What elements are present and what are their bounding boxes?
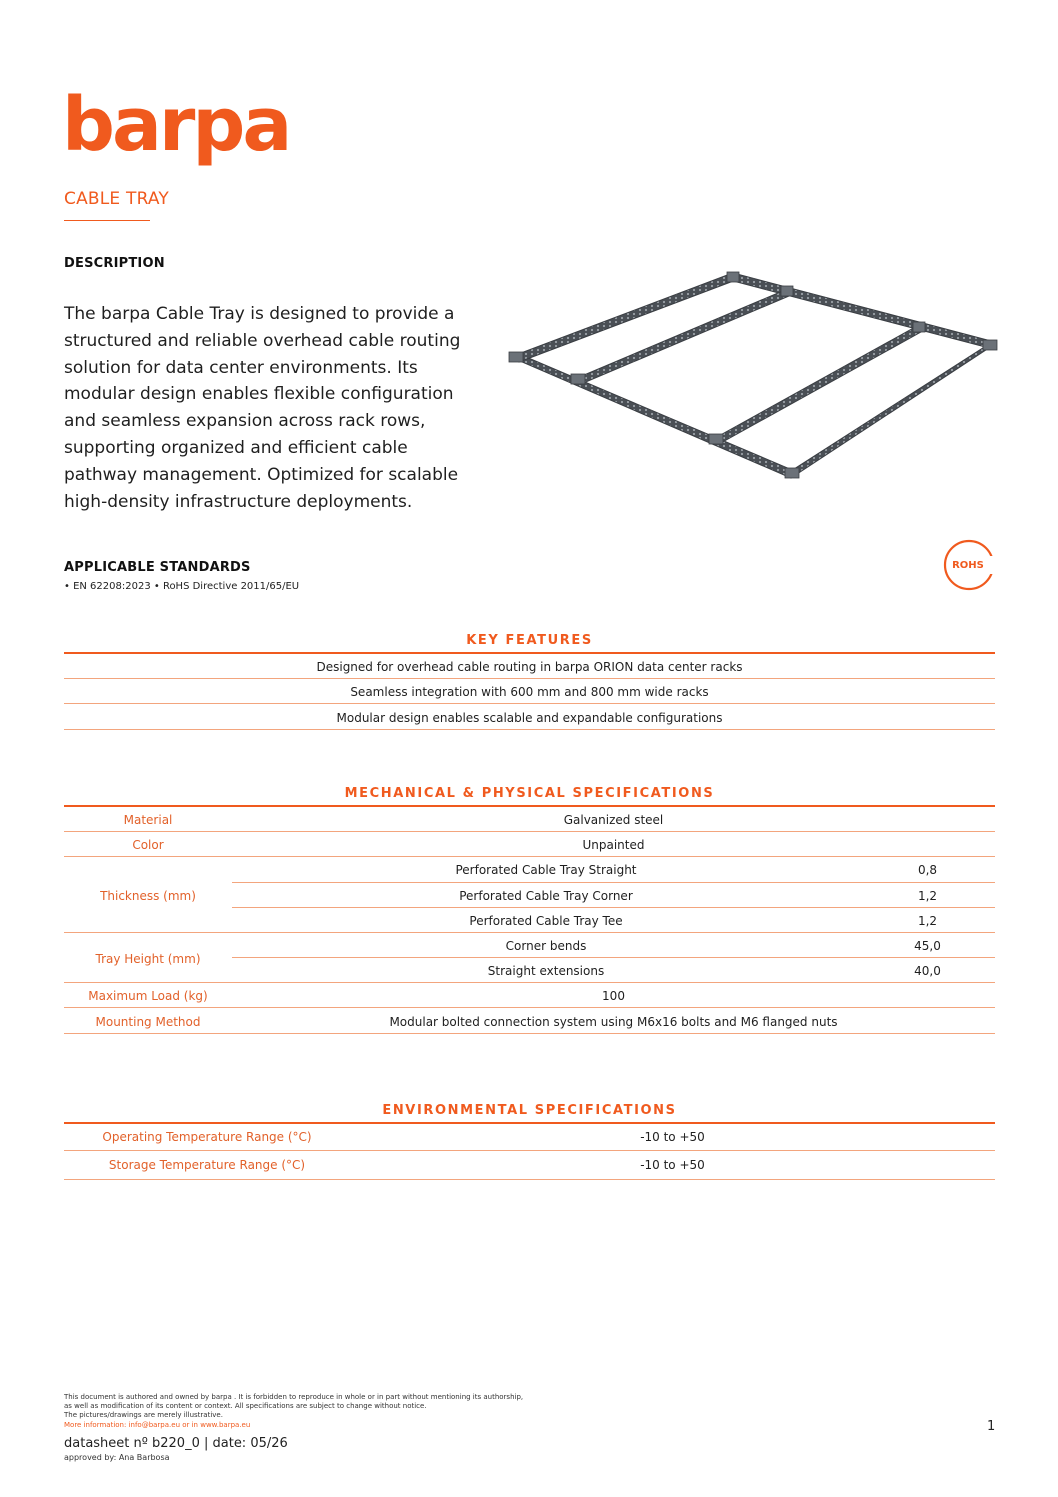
mounting-value: Modular bolted connection system using M6x16 bolts and M6 flanged nuts [389,1015,838,1029]
environmental-specs-title: ENVIRONMENTAL SPECIFICATIONS [382,1103,677,1118]
key-features-title: KEY FEATURES [466,633,593,648]
tray-height-label: Tray Height (mm) [95,952,201,966]
document-title: CABLE TRAY [64,189,169,209]
thickness-label: Thickness (mm) [100,889,196,903]
row-divider [64,932,995,933]
color-value: Unpainted [582,838,645,852]
row-divider [232,907,995,908]
feature-item: Seamless integration with 600 mm and 800 mm wide racks [350,685,709,699]
row-divider [232,882,995,883]
mechanical-specs-title: MECHANICAL & PHYSICAL SPECIFICATIONS [344,786,715,801]
row-divider [64,678,995,679]
tray-height-item-name: Corner bends [505,939,587,953]
tray-height-item-value: 45,0 [914,939,941,953]
thickness-item-value: 1,2 [917,889,938,903]
material-label: Material [123,813,173,827]
approved-by: approved by: Ana Barbosa [64,1453,170,1462]
storage-temp-value: -10 to +50 [640,1158,705,1172]
tray-height-item-value: 40,0 [914,964,941,978]
footer-legal-notice [64,1393,523,1430]
feature-item: Modular design enables scalable and expandable configurations [336,711,723,725]
material-value: Galvanized steel [563,813,664,827]
rohs-badge-icon [942,538,996,592]
operating-temp-label: Operating Temperature Range (°C) [102,1130,312,1144]
cable-tray-product-image [505,268,1000,490]
more-info-link[interactable]: More information: info@barpa.eu or in www.barpa.eu [64,1420,251,1429]
legal-line: The pictures/drawings are merely illustrative. [64,1411,223,1420]
mechanical-top-rule [64,805,995,807]
legal-line: as well as modification of its content or context. All specifications are subject to change without notice. [64,1402,427,1411]
description-text: The barpa Cable Tray is designed to provide a structured and reliable overhead cable routing solution for data center environments. Its modular design enables flexible configuration and seamless expansion across rack rows, supporting organized and efficient cable pathway management. Optimized for scalable high-density infrastructure deployments. [64,304,461,512]
row-divider [64,1179,995,1180]
row-divider [232,957,995,958]
row-divider [64,831,995,832]
title-underline [64,220,150,221]
standards-heading: APPLICABLE STANDARDS [64,560,251,575]
row-divider [64,1150,995,1151]
thickness-item-name: Perforated Cable Tray Tee [469,914,623,928]
row-divider [64,703,995,704]
description-heading: DESCRIPTION [64,256,165,271]
svg-text:barpa: barpa [62,92,290,168]
legal-line: This document is authored and owned by barpa . It is forbidden to reproduce in whole or in part without mentioning its authorship, [64,1393,524,1401]
row-divider [64,856,995,857]
page-number: 1 [987,1419,996,1434]
key-features-top-rule [64,652,995,654]
svg-text:ROHS: ROHS [952,560,984,571]
environmental-top-rule [64,1122,995,1124]
row-divider [64,1007,995,1008]
mounting-label: Mounting Method [95,1015,201,1029]
row-divider [64,982,995,983]
storage-temp-label: Storage Temperature Range (°C) [108,1158,306,1172]
max-load-label: Maximum Load (kg) [88,989,208,1003]
thickness-item-name: Perforated Cable Tray Corner [459,889,633,903]
feature-item: Designed for overhead cable routing in barpa ORION data center racks [316,660,743,674]
thickness-item-value: 1,2 [917,914,938,928]
standards-list: • EN 62208:2023 • RoHS Directive 2011/65/EU [64,581,300,592]
max-load-value: 100 [602,989,625,1003]
row-divider [64,729,995,730]
tray-height-item-name: Straight extensions [487,964,605,978]
operating-temp-value: -10 to +50 [640,1130,705,1144]
color-label: Color [132,838,164,852]
datasheet-reference: datasheet nº b220_0 | date: 05/26 [64,1436,288,1451]
thickness-item-value: 0,8 [917,863,938,877]
row-divider [64,1033,995,1034]
thickness-item-name: Perforated Cable Tray Straight [455,863,637,877]
barpa-logo [62,92,292,172]
